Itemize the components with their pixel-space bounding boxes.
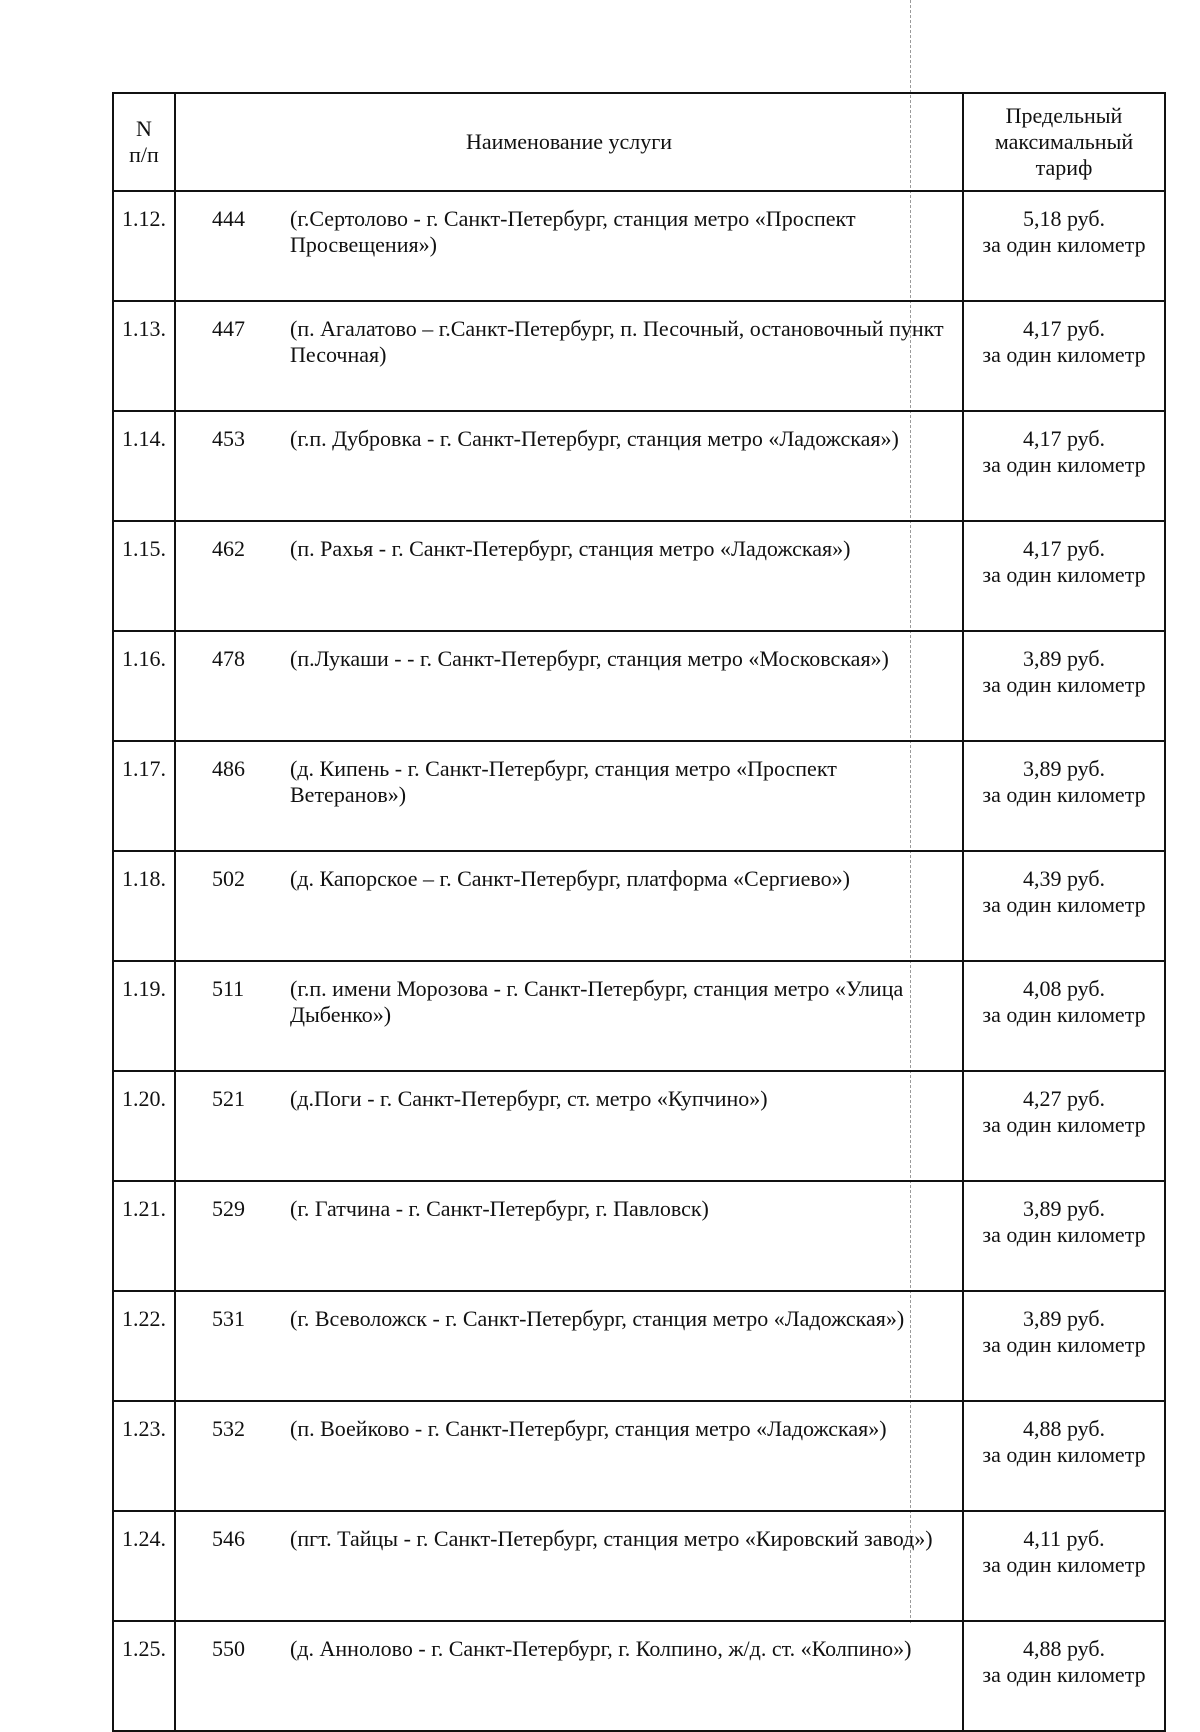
table-row <box>113 1181 1165 1291</box>
route-number: 462 <box>212 536 245 561</box>
table-row <box>113 1511 1165 1621</box>
route-number: 502 <box>212 866 245 891</box>
route-description: (г.п. имени Морозова - г. Санкт-Петербург, станция метро «Улица Дыбенко») <box>290 976 904 1027</box>
tariff-cell <box>963 1181 1165 1291</box>
row-number: 1.15. <box>113 521 175 631</box>
row-number: 1.20. <box>113 1071 175 1181</box>
tariff-unit: за один километр <box>982 1112 1146 1137</box>
route-description: (д. Капорское – г. Санкт-Петербург, платформа «Сергиево») <box>290 866 850 891</box>
service-name-cell <box>175 1071 963 1181</box>
row-number: 1.16. <box>113 631 175 741</box>
route-number: 546 <box>212 1526 245 1551</box>
tariff-price: 4,39 руб. <box>1022 866 1106 891</box>
tariff-price: 4,17 руб. <box>1022 316 1106 341</box>
table-row <box>113 521 1165 631</box>
tariff-price: 3,89 руб. <box>1022 756 1106 781</box>
route-description: (п.Лукаши - - г. Санкт-Петербург, станция метро «Московская») <box>290 646 889 671</box>
route-number: 486 <box>212 756 245 781</box>
row-number: 1.21. <box>113 1181 175 1291</box>
header-number-label: N п/п <box>129 116 159 167</box>
table-row <box>113 1401 1165 1511</box>
row-number: 1.23. <box>113 1401 175 1511</box>
route-number: 532 <box>212 1416 245 1441</box>
row-number: 1.12. <box>113 191 175 301</box>
route-description: (п. Агалатово – г.Санкт-Петербург, п. Песочный, остановочный пункт Песочная) <box>290 316 944 367</box>
table-row <box>113 301 1165 411</box>
table-body <box>113 191 1165 1731</box>
tariff-cell <box>963 631 1165 741</box>
service-name-cell <box>175 301 963 411</box>
tariff-price: 4,88 руб. <box>1022 1636 1106 1661</box>
tariff-price: 3,89 руб. <box>1022 1196 1106 1221</box>
header-service-name-label: Наименование услуги <box>465 129 673 154</box>
tariff-unit: за один километр <box>982 1222 1146 1247</box>
route-description: (п. Воейково - г. Санкт-Петербург, станция метро «Ладожская») <box>290 1416 887 1441</box>
service-name-cell <box>175 741 963 851</box>
route-description: (пгт. Тайцы - г. Санкт-Петербург, станция метро «Кировский завод») <box>290 1526 933 1551</box>
row-number: 1.22. <box>113 1291 175 1401</box>
row-number: 1.24. <box>113 1511 175 1621</box>
route-description: (г.Сертолово - г. Санкт-Петербург, станция метро «Проспект Просвещения») <box>290 206 856 257</box>
table-row <box>113 1621 1165 1731</box>
tariff-table <box>112 92 1166 1732</box>
tariff-unit: за один километр <box>982 892 1146 917</box>
row-number: 1.17. <box>113 741 175 851</box>
route-description: (г. Гатчина - г. Санкт-Петербург, г. Павловск) <box>290 1196 709 1221</box>
service-name-cell <box>175 851 963 961</box>
tariff-cell <box>963 301 1165 411</box>
tariff-price: 3,89 руб. <box>1022 1306 1106 1331</box>
route-description: (д. Кипень - г. Санкт-Петербург, станция метро «Проспект Ветеранов») <box>290 756 837 807</box>
route-number: 550 <box>212 1636 245 1661</box>
route-number: 447 <box>212 316 245 341</box>
tariff-unit: за один километр <box>982 1552 1146 1577</box>
tariff-cell <box>963 961 1165 1071</box>
tariff-cell <box>963 851 1165 961</box>
route-number: 478 <box>212 646 245 671</box>
tariff-price: 4,08 руб. <box>1022 976 1106 1001</box>
tariff-unit: за один километр <box>982 232 1146 257</box>
table-row <box>113 1071 1165 1181</box>
table-header-row <box>113 93 1165 191</box>
row-number: 1.18. <box>113 851 175 961</box>
tariff-price: 4,88 руб. <box>1022 1416 1106 1441</box>
table-row <box>113 851 1165 961</box>
tariff-cell <box>963 1621 1165 1731</box>
tariff-price: 5,18 руб. <box>1022 206 1106 231</box>
route-number: 453 <box>212 426 245 451</box>
service-name-cell <box>175 1291 963 1401</box>
row-number: 1.25. <box>113 1621 175 1731</box>
header-number <box>113 93 175 191</box>
header-service-name <box>175 93 963 191</box>
table-row <box>113 1291 1165 1401</box>
header-tariff-label: Предельный максимальный тариф <box>994 103 1134 180</box>
tariff-price: 4,27 руб. <box>1022 1086 1106 1111</box>
tariff-cell <box>963 1291 1165 1401</box>
route-number: 444 <box>212 206 245 231</box>
service-name-cell <box>175 191 963 301</box>
tariff-unit: за один километр <box>982 672 1146 697</box>
tariff-price: 3,89 руб. <box>1022 646 1106 671</box>
tariff-cell <box>963 191 1165 301</box>
route-number: 511 <box>212 976 245 1001</box>
service-name-cell <box>175 1511 963 1621</box>
table-row <box>113 961 1165 1071</box>
service-name-cell <box>175 521 963 631</box>
tariff-cell <box>963 1401 1165 1511</box>
tariff-unit: за один километр <box>982 782 1146 807</box>
row-number: 1.14. <box>113 411 175 521</box>
tariff-cell <box>963 521 1165 631</box>
service-name-cell <box>175 1621 963 1731</box>
tariff-price: 4,17 руб. <box>1022 426 1106 451</box>
tariff-unit: за один километр <box>982 1002 1146 1027</box>
table-row <box>113 411 1165 521</box>
tariff-unit: за один километр <box>982 342 1146 367</box>
route-description: (д.Поги - г. Санкт-Петербург, ст. метро «Купчино») <box>290 1086 768 1111</box>
tariff-cell <box>963 411 1165 521</box>
tariff-cell <box>963 1511 1165 1621</box>
tariff-price: 4,11 руб. <box>1023 1526 1105 1551</box>
tariff-unit: за один километр <box>982 1442 1146 1467</box>
route-number: 521 <box>212 1086 245 1111</box>
tariff-unit: за один километр <box>982 452 1146 477</box>
service-name-cell <box>175 1181 963 1291</box>
service-name-cell <box>175 631 963 741</box>
tariff-price: 4,17 руб. <box>1022 536 1106 561</box>
service-name-cell <box>175 961 963 1071</box>
row-number: 1.19. <box>113 961 175 1071</box>
service-name-cell <box>175 411 963 521</box>
tariff-cell <box>963 1071 1165 1181</box>
tariff-cell <box>963 741 1165 851</box>
table-row <box>113 191 1165 301</box>
tariff-unit: за один километр <box>982 1332 1146 1357</box>
row-number: 1.13. <box>113 301 175 411</box>
route-number: 531 <box>212 1306 245 1331</box>
route-number: 529 <box>212 1196 245 1221</box>
route-description: (г. Всеволожск - г. Санкт-Петербург, станция метро «Ладожская») <box>290 1306 905 1331</box>
tariff-unit: за один километр <box>982 1662 1146 1687</box>
route-description: (г.п. Дубровка - г. Санкт-Петербург, станция метро «Ладожская») <box>290 426 899 451</box>
tariff-unit: за один километр <box>982 562 1146 587</box>
route-description: (п. Рахья - г. Санкт-Петербург, станция метро «Ладожская») <box>290 536 851 561</box>
header-tariff <box>963 93 1165 191</box>
route-description: (д. Аннолово - г. Санкт-Петербург, г. Колпино, ж/д. ст. «Колпино») <box>290 1636 912 1661</box>
table-row <box>113 631 1165 741</box>
service-name-cell <box>175 1401 963 1511</box>
table-row <box>113 741 1165 851</box>
